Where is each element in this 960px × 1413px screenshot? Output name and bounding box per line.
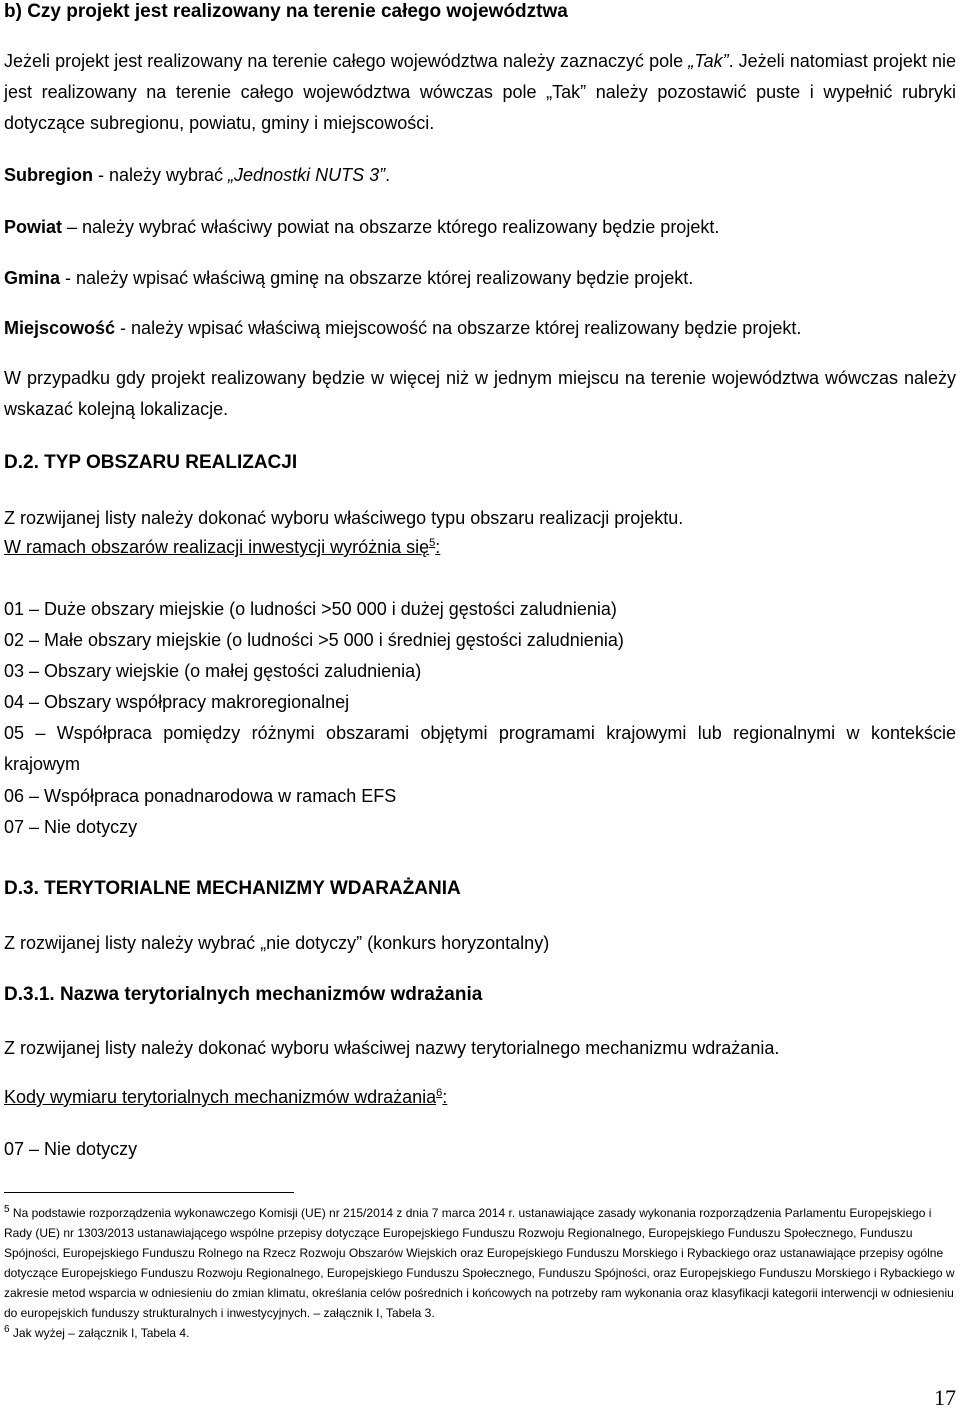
section-d2-heading: D.2. TYP OBSZARU REALIZACJI (4, 452, 298, 473)
miejscowosc-line: Miejscowość - należy wpisać właściwą miejscowość na obszarze której realizowany będzie projekt. (4, 318, 802, 338)
subregion-label: Subregion (4, 165, 93, 185)
gmina-label: Gmina (4, 268, 61, 288)
page-number: 17 (934, 1385, 956, 1410)
multi-location-paragraph: W przypadku gdy projekt realizowany będzie w więcej niż w jednym miejscu na terenie województwa wówczas należy wskazać kolejną lokalizacje. (4, 368, 956, 419)
footnote-ref-6: 6 (436, 1087, 443, 1099)
list-item: 01 – Duże obszary miejskie (o ludności >50 000 i dużej gęstości zaludnienia) (4, 599, 617, 619)
section-d2-intro: Z rozwijanej listy należy dokonać wyboru właściwego typu obszaru realizacji projektu. (4, 508, 684, 528)
list-item: 05 – Współpraca pomiędzy różnymi obszarami objętymi programami krajowymi lub regionalnymi w kontekście krajowym (4, 723, 956, 774)
powiat-line: Powiat – należy wybrać właściwy powiat na obszarze którego realizowany będzie projekt. (4, 217, 720, 237)
miejscowosc-label: Miejscowość (4, 318, 116, 338)
section-d31-codes-title: Kody wymiaru terytorialnych mechanizmów wdrażania$^6$: (4, 1087, 448, 1107)
section-b-heading: b) Czy projekt jest realizowany na terenie całego województwa (4, 1, 568, 22)
footnote-divider (4, 1192, 294, 1193)
footnote-6: $^6$ Jak wyżej – załącznik I, Tabela 4. (4, 1324, 190, 1340)
list-item: 07 – Nie dotyczy (4, 817, 138, 837)
list-item: 06 – Współpraca ponadnarodowa w ramach EFS (4, 786, 397, 806)
footnote-ref-5: 5 (429, 537, 436, 549)
list-item: 03 – Obszary wiejskie (o małej gęstości zaludnienia) (4, 661, 422, 681)
powiat-label: Powiat (4, 217, 63, 237)
section-d31-heading: D.3.1. Nazwa terytorialnych mechanizmów wdrażania (4, 984, 483, 1005)
gmina-line: Gmina - należy wpisać właściwą gminę na obszarze której realizowany będzie projekt. (4, 268, 694, 288)
footnote-5: $^5$ Na podstawie rozporządzenia wykonawczego Komisji (UE) nr 215/2014 z dnia 7 marca 2014 r. ustanawiające zasady wykonania rozporządzenia Parlamentu Europejskiego i Rady (UE) nr 1303/2013 ustanawiającego wspólne przepisy dotyczące Europejskiego Funduszu Rozwoju Regionalnego, Europejskiego Funduszu Społecznego, Funduszu Spójności, Europejskiego Funduszu Rolnego na Rzecz Rozwoju Obszarów Wiejskich oraz Europejskiego Funduszu Morskiego i Rybackiego oraz ustanawiające przepisy ogólne dotyczące Europejskiego Funduszu Rozwoju Regionalnego, Europejskiego Funduszu Społecznego, Funduszu Spójności, oraz Europejskiego Funduszu Morskiego i Rybackiego w zakresie metod wsparcia w odniesieniu do zmian klimatu, określania celów pośrednich i końcowych na potrzeby ram wykonania oraz klasyfikacji kategorii interwencji w odniesieniu do europejskich funduszy strukturalnych i inwestycyjnych. – załącznik I, Tabela 3. (4, 1204, 955, 1320)
section-d31-text: Z rozwijanej listy należy dokonać wyboru właściwej nazwy terytorialnego mechanizmu wdrażania. (4, 1038, 780, 1058)
footnote-5-mark: 5 (4, 1204, 10, 1215)
tak-emphasis: „Tak” (688, 51, 729, 71)
section-d2-list-title: W ramach obszarów realizacji inwestycji wyróżnia się$^5$: (4, 537, 441, 557)
section-b-paragraph: Jeżeli projekt jest realizowany na terenie całego województwa należy zaznaczyć pole „Tak”. Jeżeli natomiast projekt nie jest realizowany na terenie całego województwa wówczas pole „Tak” należy pozostawić puste i wypełnić rubryki dotyczące subregionu, powiatu, gminy i miejscowości. (4, 51, 957, 133)
section-d3-heading: D.3. TERYTORIALNE MECHANIZMY WDARAŻANIA (4, 878, 461, 899)
nuts-emphasis: „Jednostki NUTS 3” (228, 165, 386, 185)
subregion-line: Subregion - należy wybrać „Jednostki NUTS 3”. (4, 165, 391, 185)
section-d3-text: Z rozwijanej listy należy wybrać „nie dotyczy” (konkurs horyzontalny) (4, 933, 550, 953)
list-item: 07 – Nie dotyczy (4, 1139, 138, 1159)
list-item: 04 – Obszary współpracy makroregionalnej (4, 692, 350, 712)
footnotes (4, 1203, 956, 1343)
list-item: 02 – Małe obszary miejskie (o ludności >5 000 i średniej gęstości zaludnienia) (4, 630, 624, 650)
footnote-6-mark: 6 (4, 1324, 10, 1335)
